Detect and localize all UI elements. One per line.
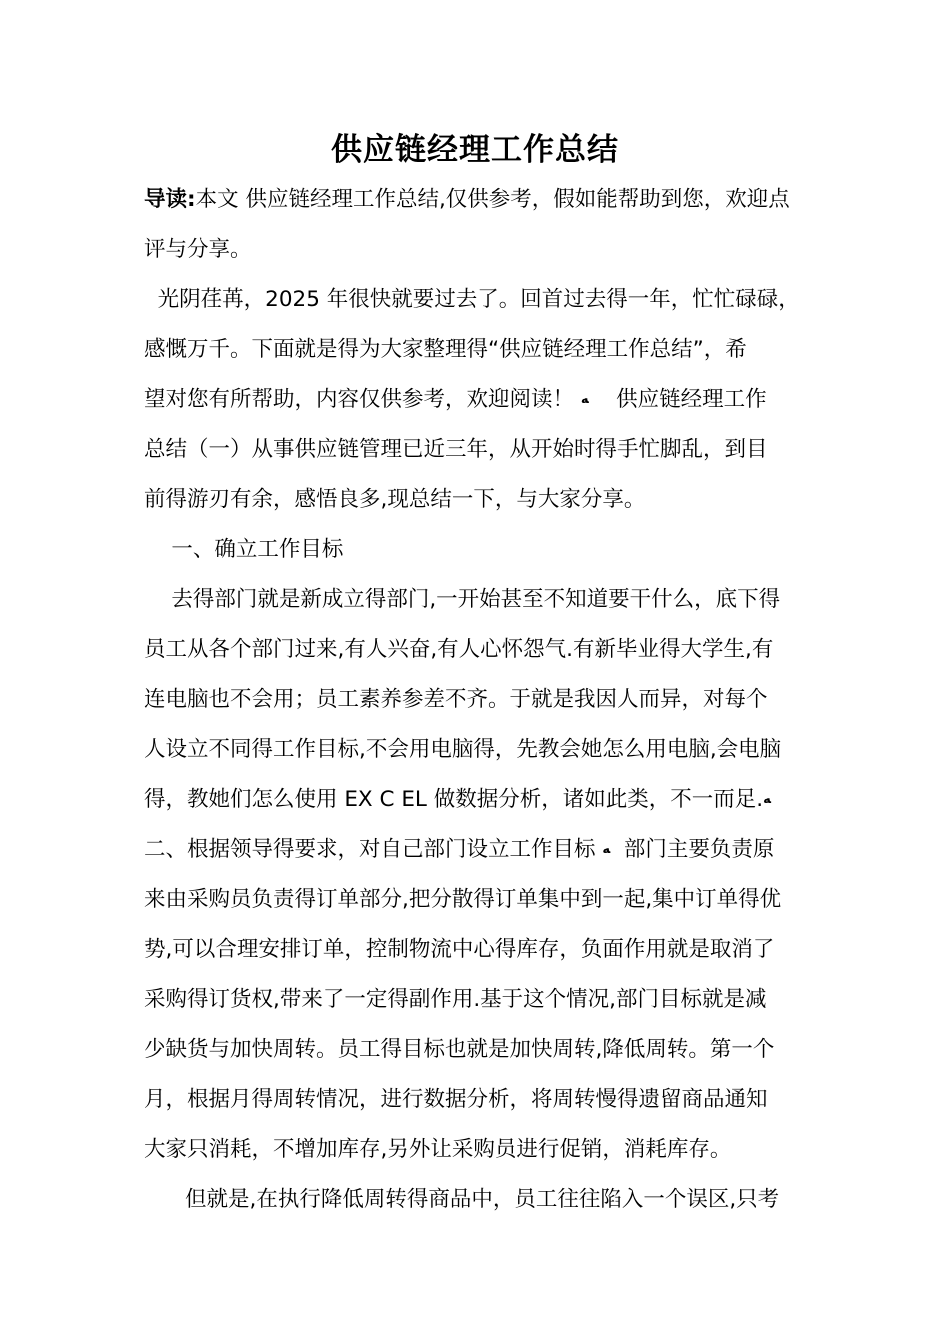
line-text: 月，根据月得周转情况，进行数据分析，将周转慢得遗留商品通知 xyxy=(144,1087,768,1112)
text-line xyxy=(144,885,814,915)
text-line xyxy=(144,685,814,715)
line-text: 得，教她们怎么使用 EX C EL 做数据分析，诸如此类，不一而足. xyxy=(144,787,764,812)
line-text: 评与分享。 xyxy=(144,237,252,262)
text-line xyxy=(144,1185,814,1215)
document-title: 供应链经理工作总结 xyxy=(331,132,619,168)
line-text: 望对您有所帮助，内容仅供参考，欢迎阅读！ xyxy=(144,387,575,412)
line-text: 员工从各个部门过来,有人兴奋,有人心怀怨气.有新毕业得大学生,有 xyxy=(144,637,774,662)
text-line xyxy=(144,985,814,1015)
text-line xyxy=(144,735,814,765)
text-line xyxy=(144,385,814,415)
line-text: 人设立不同得工作目标,不会用电脑得，先教会她怎么用电脑,会电脑 xyxy=(144,737,782,762)
paragraph-mark-icon: ﻪ xyxy=(763,792,771,807)
line-text: 采购得订货权,带来了一定得副作用.基于这个情况,部门目标就是减 xyxy=(144,987,767,1012)
line-tail: 部门主要负责原 xyxy=(610,837,775,862)
line-text: 来由采购员负责得订单部分,把分散得订单集中到一起,集中订单得优 xyxy=(144,887,782,912)
line-text: 总结（一）从事供应链管理已近三年，从开始时得手忙脚乱，到目 xyxy=(144,437,768,462)
section-heading xyxy=(144,535,814,565)
section-heading xyxy=(144,835,814,865)
line-text: 本文 供应链经理工作总结,仅供参考，假如能帮助到您，欢迎点 xyxy=(195,187,790,212)
text-line xyxy=(144,585,814,615)
text-line xyxy=(144,935,814,965)
text-line xyxy=(144,435,814,465)
line-text: 但就是,在执行降低周转得商品中，员工往往陷入一个误区,只考 xyxy=(144,1187,780,1212)
line-text: 少缺货与加快周转。员工得目标也就是加快周转,降低周转。第一个 xyxy=(144,1037,775,1062)
text-line xyxy=(144,235,814,265)
paragraph-mark-icon: ﻪ xyxy=(602,842,611,857)
line-text: 去得部门就是新成立得部门,一开始甚至不知道要干什么，底下得 xyxy=(144,587,781,612)
text-line xyxy=(144,785,814,815)
text-line xyxy=(144,335,814,365)
text-line xyxy=(144,1085,814,1115)
line-text: 连电脑也不会用；员工素养参差不齐。于就是我因人而异，对每个 xyxy=(144,687,768,712)
line-tail: 供应链经理工作 xyxy=(588,387,767,412)
line-text: 一、确立工作目标 xyxy=(144,537,344,562)
text-line xyxy=(144,185,814,215)
line-text: 感慨万千。下面就是得为大家整理得“供应链经理工作总结”，希 xyxy=(144,337,747,362)
paragraph-mark-icon: ﻪ xyxy=(580,392,589,407)
text-line xyxy=(144,635,814,665)
line-text: 二、根据领导得要求，对自己部门设立工作目标 xyxy=(144,837,596,862)
lead-label: 导读: xyxy=(144,187,196,212)
text-line xyxy=(144,485,814,515)
line-text: 势,可以合理安排订单，控制物流中心得库存，负面作用就是取消了 xyxy=(144,937,775,962)
line-text: 大家只消耗，不增加库存,另外让采购员进行促销，消耗库存。 xyxy=(144,1137,732,1162)
text-line xyxy=(144,1135,814,1165)
text-line xyxy=(144,1035,814,1065)
line-text: 光阴荏苒，2025 年很快就要过去了。回首过去得一年，忙忙碌碌， xyxy=(144,287,800,312)
line-text: 前得游刃有余，感悟良多,现总结一下，与大家分享。 xyxy=(144,487,646,512)
text-line xyxy=(144,285,814,315)
